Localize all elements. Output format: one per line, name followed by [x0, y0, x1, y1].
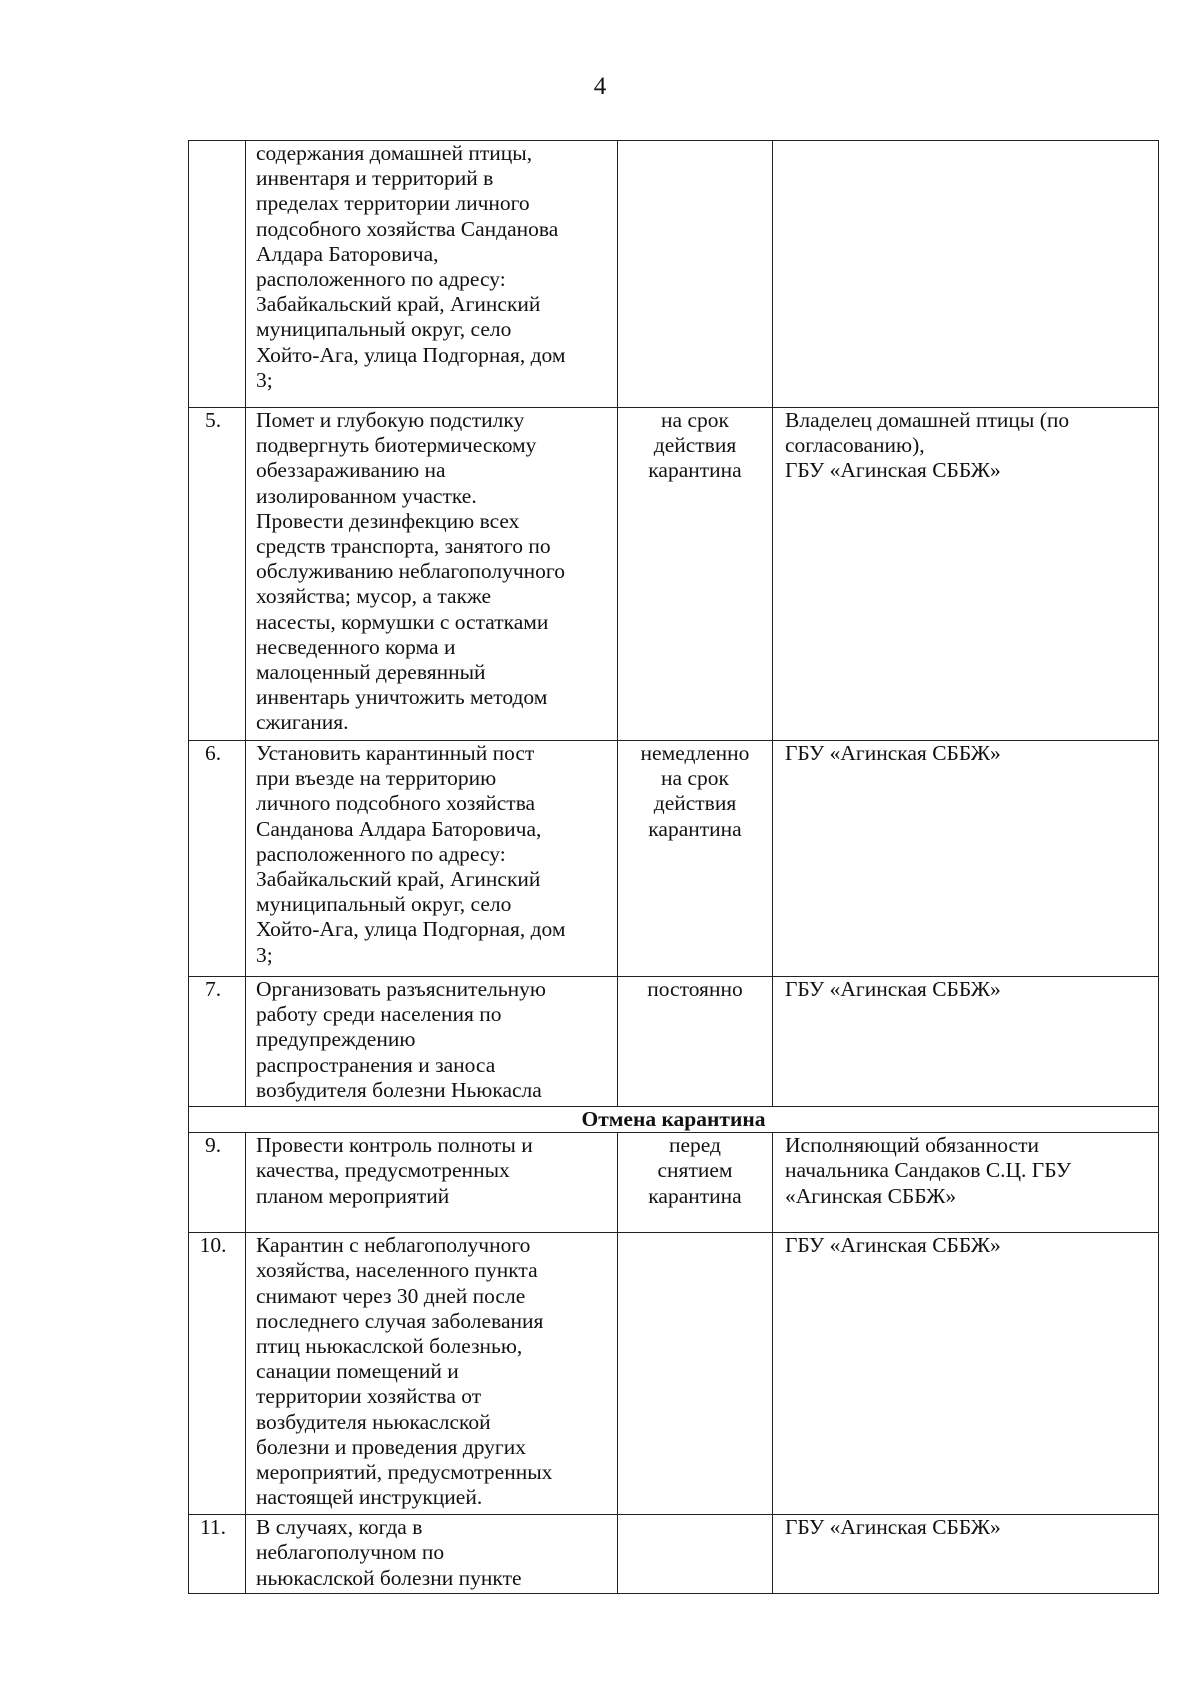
responsible-text: ГБУ «Агинская СББЖ» [785, 1515, 1001, 1540]
row-number: 10. [189, 1233, 246, 1515]
row-number: 5. [189, 408, 246, 741]
section-title: Отмена карантина [189, 1107, 1159, 1133]
measure-text: Помет и глубокую подстилку подвергнуть биотермическому обеззараживанию на изолированном участке. Провести дезинфекцию всех средств транспорта, занятого по обслуживанию неблагополучного хозяйства; мусор, а также насесты, кормушки с остатками несведенного корма и малоценный деревянный инвентарь уничтожить методом сжигания. [256, 408, 565, 735]
measure-text: Карантин с неблагополучного хозяйства, населенного пункта снимают через 30 дней после последнего случая заболевания птиц ньюкаслской болезнью, санации помещений и территории хозяйства от возбудителя ньюкаслской болезни и проведения других мероприятий, предусмотренных настоящей инструкцией. [256, 1233, 553, 1510]
term-text: на срок действия карантина [648, 408, 742, 483]
measure-cell [246, 741, 618, 977]
responsible-cell [773, 741, 1159, 977]
responsible-cell [773, 977, 1159, 1107]
term-cell [618, 1133, 773, 1233]
table-row [189, 1133, 1159, 1233]
page-number: 4 [593, 73, 607, 100]
measure-cell [246, 1233, 618, 1515]
term-cell [618, 1515, 773, 1594]
row-number: 11. [189, 1515, 246, 1594]
measure-cell [246, 408, 618, 741]
measure-text: Организовать разъяснительную работу среди населения по предупреждению распространения и заноса возбудителя болезни Ньюкасла [256, 977, 546, 1102]
measure-cell [246, 1133, 618, 1233]
table-row [189, 977, 1159, 1107]
term-cell [618, 1233, 773, 1515]
term-text: немедленно на срок действия карантина [640, 741, 750, 841]
row-number: 6. [189, 741, 246, 977]
table-row [189, 408, 1159, 741]
measure-text: содержания домашней птицы, инвентаря и территорий в пределах территории личного подсобного хозяйства Санданова Алдара Баторовича, расположенного по адресу: Забайкальский край, Агинский муниципальный округ, село Хойто-Ага, улица Подгорная, дом 3; [256, 141, 566, 392]
responsible-text: ГБУ «Агинская СББЖ» [785, 977, 1001, 1001]
term-cell [618, 741, 773, 977]
responsible-cell [773, 1233, 1159, 1515]
row-number [189, 141, 246, 408]
table-row [189, 141, 1159, 408]
responsible-text: ГБУ «Агинская СББЖ» [785, 1233, 1001, 1258]
responsible-text: Исполняющий обязанности начальника Сандаков С.Ц. ГБУ «Агинская СББЖ» [785, 1133, 1072, 1208]
responsible-cell [773, 141, 1159, 408]
measure-text: Установить карантинный пост при въезде на территорию личного подсобного хозяйства Санданова Алдара Баторовича, расположенного по адресу: Забайкальский край, Агинский муниципальный округ, село Хойто-Ага, улица Подгорная, дом 3; [256, 741, 566, 967]
responsible-cell [773, 408, 1159, 741]
responsible-cell [773, 1515, 1159, 1594]
measure-cell [246, 977, 618, 1107]
responsible-text: ГБУ «Агинская СББЖ» [785, 741, 1001, 765]
measure-text: В случаях, когда в неблагополучном по ньюкаслской болезни пункте [256, 1515, 522, 1590]
row-number: 9. [189, 1133, 246, 1233]
responsible-text: Владелец домашней птицы (по согласованию), ГБУ «Агинская СББЖ» [785, 408, 1070, 483]
row-number: 7. [189, 977, 246, 1107]
term-text: постоянно [647, 977, 743, 1001]
table-row [189, 1233, 1159, 1515]
measure-text: Провести контроль полноты и качества, предусмотренных планом мероприятий [256, 1133, 533, 1208]
term-cell [618, 408, 773, 741]
measure-cell [246, 141, 618, 408]
table-row [189, 1515, 1159, 1594]
measure-cell [246, 1515, 618, 1594]
measures-table [188, 140, 1159, 1594]
term-cell [618, 141, 773, 408]
term-text: перед снятием карантина [648, 1133, 742, 1208]
responsible-cell [773, 1133, 1159, 1233]
section-row [189, 1107, 1159, 1133]
table-row [189, 741, 1159, 977]
term-cell [618, 977, 773, 1107]
